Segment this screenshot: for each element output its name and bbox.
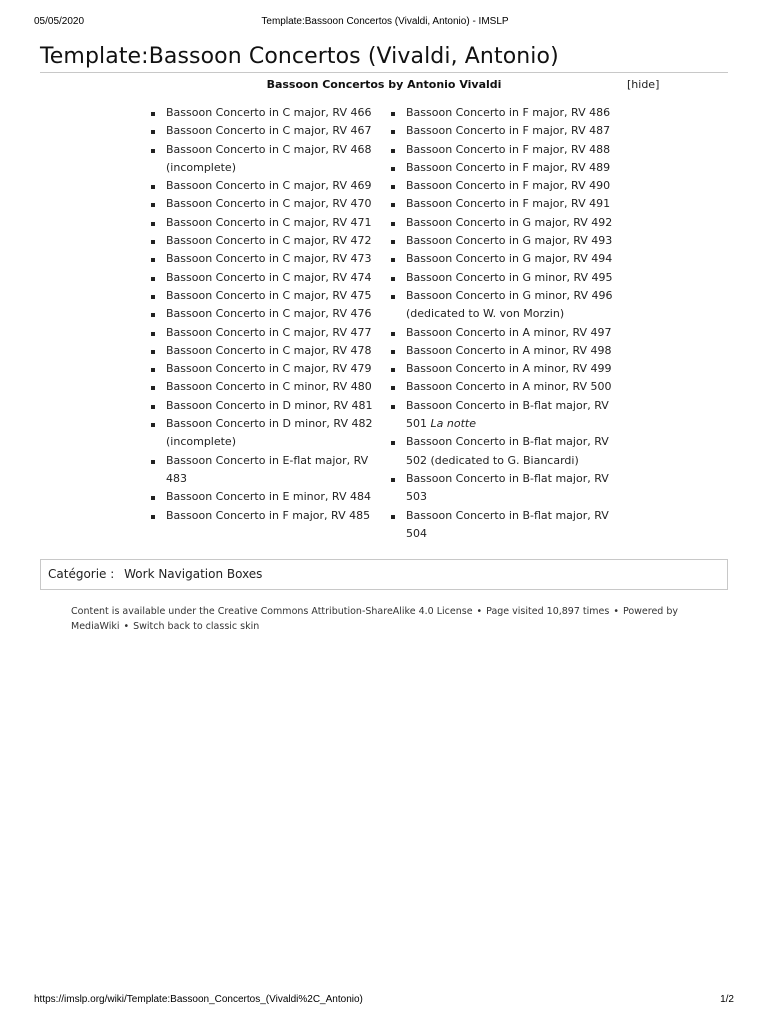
work-title: Bassoon Concerto in A minor, RV 498 — [406, 343, 612, 357]
footer-separator: • — [476, 606, 483, 617]
work-title: Bassoon Concerto in F major, RV 491 — [406, 197, 611, 211]
work-list-item[interactable] — [150, 324, 380, 342]
navbox-hide-toggle[interactable]: [hide] — [627, 78, 660, 91]
work-title: Bassoon Concerto in C major, RV 471 — [166, 215, 372, 229]
page-footer — [71, 604, 691, 634]
work-title: Bassoon Concerto in E-flat major, RV 483 — [166, 453, 369, 485]
work-title: Bassoon Concerto in E minor, RV 484 — [166, 490, 371, 504]
visits-text: Page visited 10,897 times — [486, 606, 610, 617]
work-title: Bassoon Concerto in C major, RV 472 — [166, 234, 372, 248]
left-works-list — [150, 104, 380, 525]
work-list-item[interactable] — [150, 360, 380, 378]
work-title: Bassoon Concerto in F major, RV 485 — [166, 508, 371, 522]
work-list-item[interactable] — [150, 415, 380, 452]
work-title: Bassoon Concerto in C major, RV 470 — [166, 197, 372, 211]
work-title: Bassoon Concerto in C major, RV 473 — [166, 252, 372, 266]
navbox-left-column — [150, 104, 380, 525]
work-list-item[interactable] — [390, 159, 620, 177]
print-footer — [34, 994, 734, 1008]
navbox-title: Bassoon Concertos by Antonio Vivaldi — [266, 78, 502, 91]
work-list-item[interactable] — [150, 122, 380, 140]
work-list-item[interactable] — [390, 195, 620, 213]
navbox-header — [40, 78, 728, 96]
work-title: Bassoon Concerto in D minor, RV 482 (incomplete) — [166, 417, 373, 449]
work-list-item[interactable] — [150, 141, 380, 178]
footer-separator: • — [613, 606, 619, 617]
title-divider — [40, 72, 728, 73]
category-link[interactable]: Work Navigation Boxes — [124, 567, 263, 581]
work-title: Bassoon Concerto in A minor, RV 500 — [406, 380, 612, 394]
work-list-item[interactable] — [150, 232, 380, 250]
work-nickname: La notte — [430, 417, 476, 431]
work-list-item[interactable] — [390, 470, 620, 507]
work-title: Bassoon Concerto in G minor, RV 495 — [406, 270, 613, 284]
work-title: Bassoon Concerto in B-flat major, RV 502 (dedicated to G. Biancardi) — [406, 435, 609, 467]
work-title: Bassoon Concerto in G major, RV 494 — [406, 252, 613, 266]
work-title: Bassoon Concerto in C major, RV 478 — [166, 343, 372, 357]
work-title: Bassoon Concerto in C major, RV 475 — [166, 288, 372, 302]
work-list-item[interactable] — [150, 177, 380, 195]
work-list-item[interactable] — [390, 324, 620, 342]
work-list-item[interactable] — [150, 214, 380, 232]
work-title: Bassoon Concerto in F major, RV 490 — [406, 179, 611, 193]
work-title: Bassoon Concerto in B-flat major, RV 504 — [406, 508, 609, 540]
work-title: Bassoon Concerto in G minor, RV 496 (dedicated to W. von Morzin) — [406, 288, 613, 321]
work-title: Bassoon Concerto in C major, RV 466 — [166, 106, 372, 119]
work-title: Bassoon Concerto in F major, RV 487 — [406, 124, 611, 138]
work-list-item[interactable] — [390, 177, 620, 195]
print-page-title: Template:Bassoon Concertos (Vivaldi, Antonio) - IMSLP — [261, 16, 509, 27]
work-title: Bassoon Concerto in G major, RV 492 — [406, 215, 613, 229]
work-title: Bassoon Concerto in C major, RV 469 — [166, 179, 372, 193]
work-list-item[interactable] — [390, 269, 620, 287]
work-list-item[interactable] — [390, 397, 620, 434]
work-title: Bassoon Concerto in A minor, RV 497 — [406, 325, 612, 339]
work-list-item[interactable] — [150, 269, 380, 287]
work-list-item[interactable] — [150, 287, 380, 305]
work-list-item[interactable] — [390, 342, 620, 360]
work-list-item[interactable] — [390, 214, 620, 232]
work-list-item[interactable] — [390, 232, 620, 250]
work-title: Bassoon Concerto in C major, RV 476 — [166, 307, 372, 321]
right-works-list — [390, 104, 620, 543]
work-title: Bassoon Concerto in B-flat major, RV 503 — [406, 471, 609, 504]
print-page-number: 1/2 — [720, 994, 734, 1005]
work-list-item[interactable] — [390, 433, 620, 470]
work-list-item[interactable] — [390, 360, 620, 378]
work-title: Bassoon Concerto in F major, RV 486 — [406, 106, 611, 119]
work-list-item[interactable] — [390, 287, 620, 324]
work-title: Bassoon Concerto in G major, RV 493 — [406, 234, 613, 248]
work-list-item[interactable] — [390, 104, 620, 122]
footer-separator: • — [123, 621, 130, 632]
print-date: 05/05/2020 — [34, 16, 85, 27]
work-list-item[interactable] — [150, 452, 380, 489]
work-title: Bassoon Concerto in C major, RV 477 — [166, 325, 372, 339]
category-box — [40, 559, 728, 590]
work-list-item[interactable] — [150, 305, 380, 323]
work-title: Bassoon Concerto in C major, RV 474 — [166, 270, 372, 284]
work-title: Bassoon Concerto in B-flat major, RV 501 — [406, 398, 609, 431]
work-title: Bassoon Concerto in C major, RV 479 — [166, 362, 372, 376]
print-url: https://imslp.org/wiki/Template:Bassoon_Concertos_(Vivaldi%2C_Antonio) — [34, 994, 363, 1005]
work-list-item[interactable] — [150, 397, 380, 415]
work-title: Bassoon Concerto in D minor, RV 481 — [166, 398, 373, 412]
powered-by-link[interactable]: Powered by MediaWiki — [71, 606, 678, 632]
work-list-item[interactable] — [150, 195, 380, 213]
work-list-item[interactable] — [150, 104, 380, 122]
work-list-item[interactable] — [150, 342, 380, 360]
work-list-item[interactable] — [390, 141, 620, 159]
work-title: Bassoon Concerto in F major, RV 489 — [406, 160, 611, 174]
work-list-item[interactable] — [390, 378, 620, 396]
work-list-item[interactable] — [390, 507, 620, 544]
work-title: Bassoon Concerto in C major, RV 468 (incomplete) — [166, 142, 372, 174]
work-title: Bassoon Concerto in F major, RV 488 — [406, 142, 611, 156]
page-title: Template:Bassoon Concertos (Vivaldi, Antonio) — [40, 44, 559, 69]
work-title: Bassoon Concerto in A minor, RV 499 — [406, 362, 612, 376]
license-link[interactable]: Content is available under the Creative Commons Attribution-ShareAlike 4.0 License — [71, 606, 473, 617]
work-list-item[interactable] — [150, 488, 380, 506]
work-title: Bassoon Concerto in C minor, RV 480 — [166, 380, 372, 394]
work-list-item[interactable] — [150, 507, 380, 525]
work-list-item[interactable] — [390, 250, 620, 268]
print-header — [34, 16, 736, 30]
work-list-item[interactable] — [150, 378, 380, 396]
work-title: Bassoon Concerto in C major, RV 467 — [166, 124, 372, 138]
category-label: Catégorie : — [48, 567, 115, 581]
work-list-item[interactable] — [150, 250, 380, 268]
navbox-right-column — [390, 104, 620, 543]
work-list-item[interactable] — [390, 122, 620, 140]
classic-skin-link[interactable]: Switch back to classic skin — [133, 621, 260, 632]
